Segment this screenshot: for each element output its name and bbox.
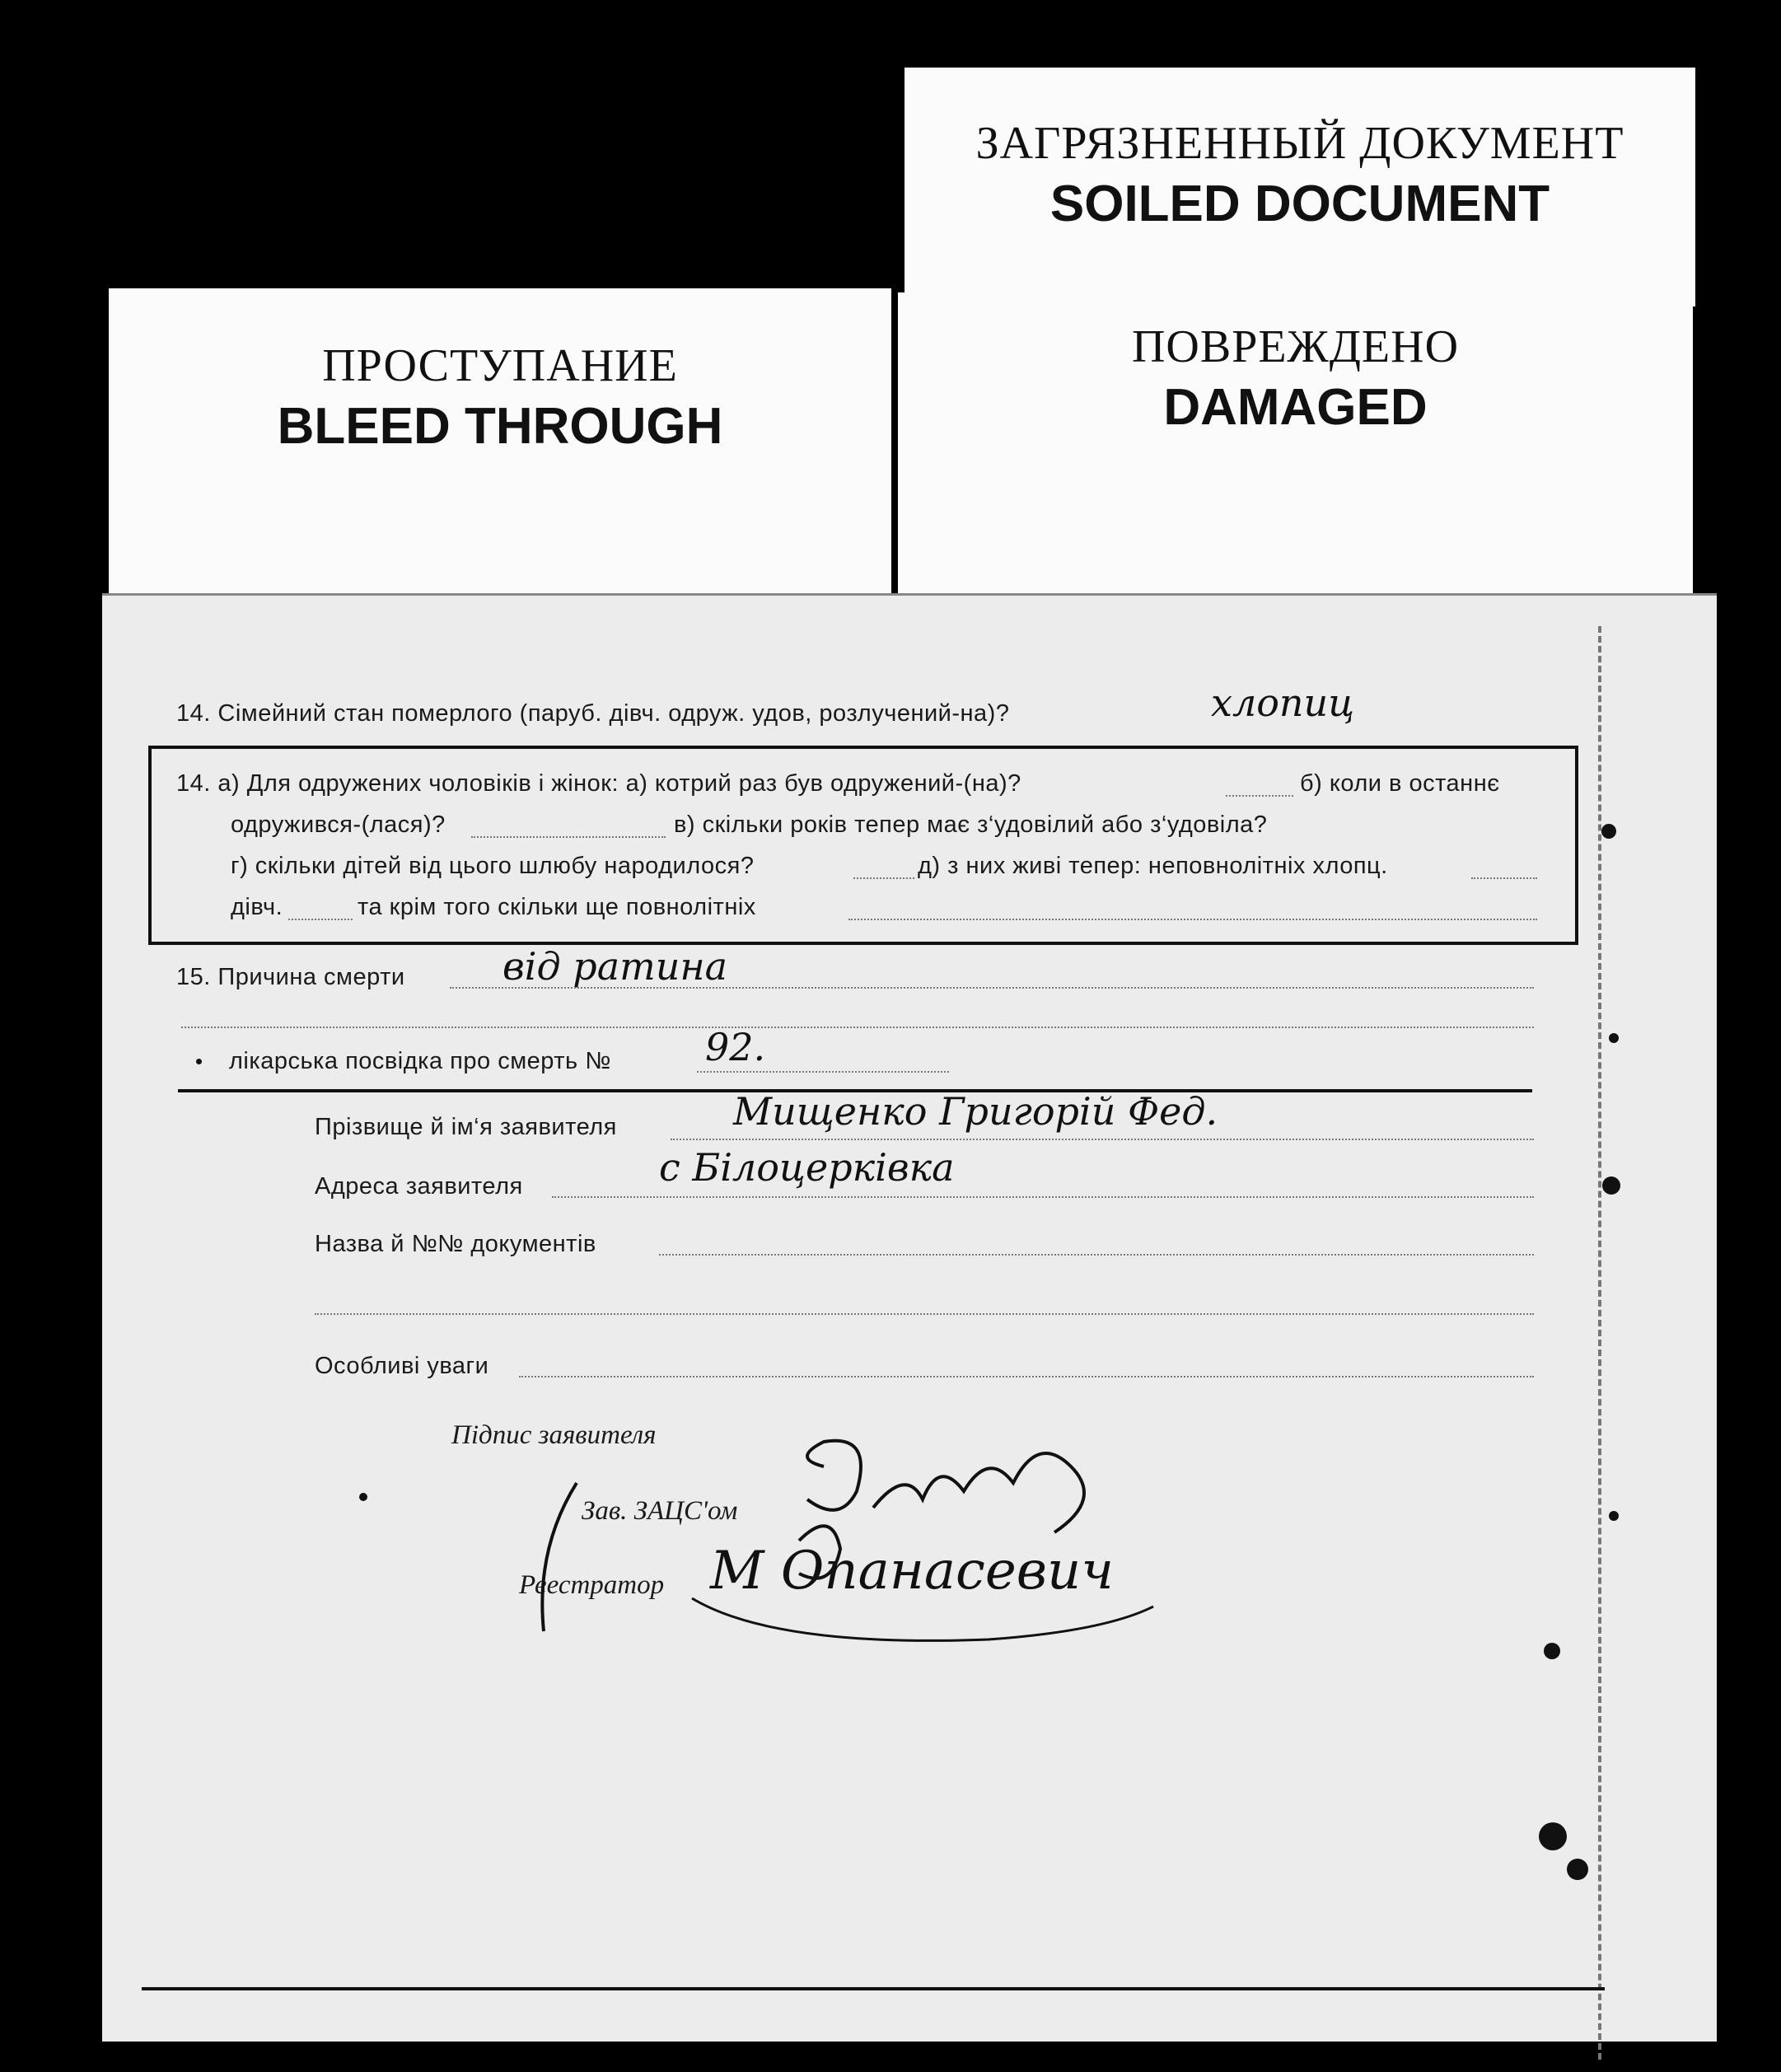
q14-answer: хлопиц [1211,681,1355,725]
q15-dots-1 [450,987,1534,989]
q14-label: 14. Сімейний стан померлого (паруб. дівч. одруж. удов, розлучений-на)? [176,700,1010,727]
punch-hole [1602,1176,1620,1195]
handwritten-signature-strokes [527,1434,1170,1664]
med-cert-number: 92. [705,1025,766,1069]
documents-dots-2 [315,1313,1534,1315]
punch-hole [1601,824,1616,839]
punch-hole [1544,1643,1560,1659]
med-cert-dots [697,1071,949,1073]
notes-dots [519,1376,1534,1377]
bottom-rule [142,1987,1605,1990]
ink-dot [196,1059,202,1064]
signature-stroke-3 [873,1453,1084,1532]
bleed-label-en: BLEED THROUGH [277,398,723,455]
applicant-name-dots [671,1139,1534,1140]
applicant-signature-label: Підпис заявителя [451,1420,657,1450]
q14a-dots-3 [853,877,914,879]
q14a-dots-5 [288,919,353,920]
ink-dot [359,1493,367,1501]
q14a-line1b: б) коли в останнє [1300,770,1500,797]
applicant-name-answer: Мищенко Григорій Фед. [733,1089,1218,1134]
applicant-address-label: Адреса заявителя [315,1173,523,1200]
registrar-label: Реестратор [519,1570,665,1600]
punch-hole [1609,1511,1619,1521]
damaged-label-en: DAMAGED [1163,379,1428,436]
bleed-label-ru: ПРОСТУПАНИЕ [322,340,678,391]
signature-stroke-1 [542,1483,577,1631]
q14a-dots-4 [1471,877,1537,879]
applicant-name-label: Прізвище й ім‘я заявителя [315,1114,617,1140]
documents-dots-1 [659,1254,1534,1256]
q14a-line4a: дівч. [231,894,283,920]
q15-dots-2 [181,1027,1534,1028]
punch-hole [1567,1859,1588,1880]
q14a-line3a: г) скільки дітей від цього шлюбу народилося? [231,853,755,879]
q14a-line2a: одружився-(лася)? [231,811,446,838]
head-label: Зав. ЗАЦС'ом [582,1496,738,1526]
med-cert-label: лікарська посвідка про смерть № [229,1048,611,1074]
soiled-label-en: SOILED DOCUMENT [1049,175,1550,232]
q14a-line2b: в) скільки років тепер має з‘удовілий або з‘удовіла? [674,811,1268,838]
registrar-signature: М Опанасевич [710,1541,1115,1602]
signature-stroke-4 [692,1598,1153,1640]
soiled-label-ru: ЗАГРЯЗНЕННЫЙ ДОКУМЕНТ [975,118,1624,169]
applicant-address-dots [552,1196,1534,1198]
q14a-dots-2 [471,836,666,838]
q14a-dots-6 [848,919,1537,920]
damaged-label-ru: ПОВРЕЖДЕНО [1131,321,1460,372]
q14a-line1: 14. а) Для одружених чоловіків і жінок: а) котрий раз був одружений-(на)? [176,770,1021,797]
documents-label: Назва й №№ документів [315,1231,596,1257]
signature-stroke-2 [807,1441,861,1510]
notes-label: Особливі уваги [315,1353,489,1379]
perforated-edge [1598,626,1601,2060]
q14a-line4b: та крім того скільки ще повнолітніх [358,894,756,920]
q14a-line3b: д) з них живі тепер: неповнолітніх хлопц. [918,853,1388,879]
punch-hole [1609,1033,1619,1043]
punch-hole [1539,1822,1567,1850]
q15-label: 15. Причина смерти [176,964,405,990]
signature-stroke-5 [799,1526,840,1578]
bleed-through-card [109,288,891,634]
q15-answer: від ратина [503,944,728,989]
damaged-card [898,292,1693,622]
q14a-dots-1 [1226,795,1293,797]
soiled-document-card [905,68,1695,306]
applicant-address-answer: с Білоцерківка [659,1145,955,1190]
